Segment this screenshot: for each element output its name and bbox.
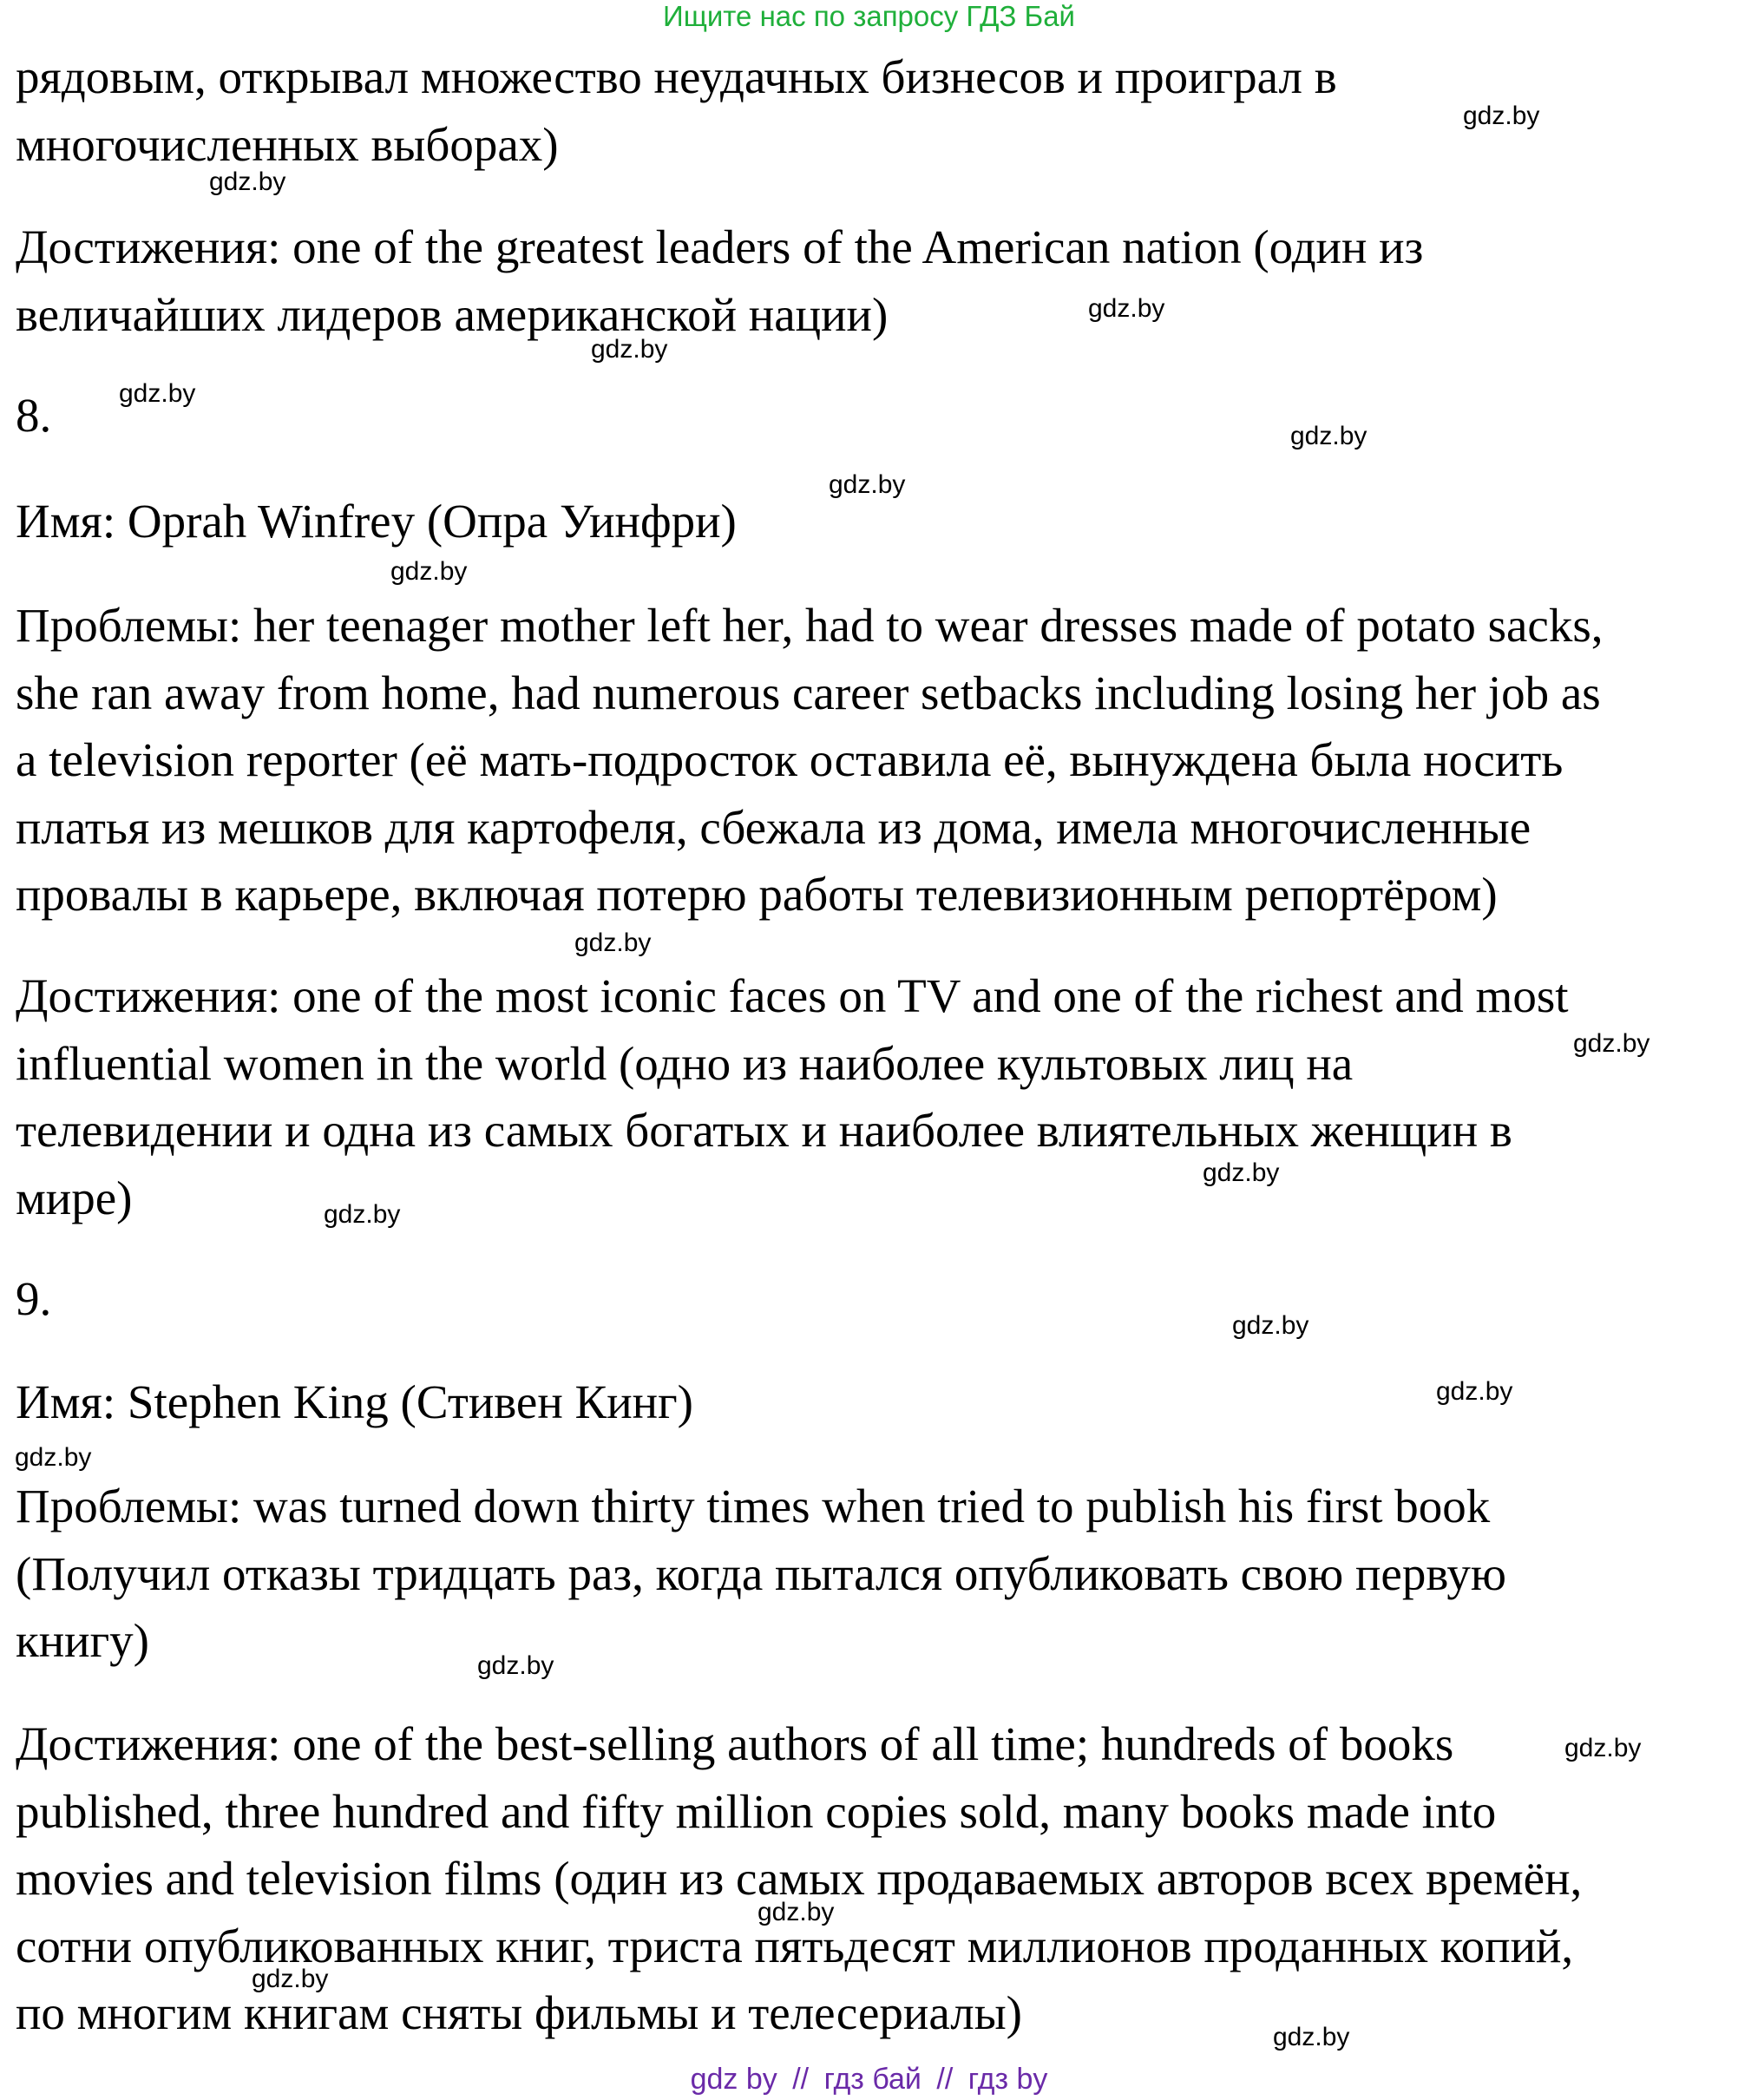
- watermark: gdz.by: [477, 1651, 554, 1680]
- item-8-name: Имя: Oprah Winfrey (Опра Уинфри): [16, 495, 737, 548]
- watermark: gdz.by: [758, 1898, 835, 1926]
- watermark: gdz.by: [15, 1443, 92, 1472]
- item-9-problems: Проблемы: was turned down thirty times when tried to publish his first book (Получил отказы тридцать раз, когда пытался опубликовать свою первую книгу): [16, 1480, 1507, 1667]
- watermark: gdz.by: [1232, 1311, 1309, 1340]
- top-banner: Ищите нас по запросу ГДЗ Бай: [663, 0, 1075, 32]
- item-9-achievements: Достижения: one of the best-selling authors of all time; hundreds of books published, three hundred and fifty million copies sold, many books made into movies and television films (один из самых продаваемых авторов всех времён, сотни опубликованных книг, триста пятьдесят миллионов проданных копий, по многим книгам сняты фильмы и телесериалы): [16, 1717, 1583, 2039]
- item-8-number: 8.: [16, 389, 52, 442]
- watermark: gdz.by: [1273, 2023, 1350, 2051]
- lincoln-problems-continued: рядовым, открывал множество неудачных бизнесов и проиграл в многочисленных выборах): [16, 50, 1337, 171]
- item-8-achievements: Достижения: one of the most iconic faces on TV and one of the richest and most influential women in the world (одно из наиболее культовых лиц на телевидении и одна из самых богатых и наиболее влиятельных женщин в мире): [16, 969, 1569, 1224]
- watermark: gdz.by: [209, 167, 286, 196]
- watermark: gdz.by: [1088, 294, 1165, 323]
- watermark: gdz.by: [1573, 1029, 1650, 1058]
- watermark: gdz.by: [1290, 422, 1367, 450]
- footer-separator: //: [936, 2063, 954, 2096]
- watermark: gdz.by: [252, 1965, 329, 1993]
- watermark: gdz.by: [574, 929, 652, 957]
- footer-separator: //: [792, 2063, 810, 2096]
- footer-link-gdz-by[interactable]: gdz by: [690, 2063, 777, 2096]
- item-9-number: 9.: [16, 1272, 52, 1325]
- watermark: gdz.by: [390, 557, 468, 586]
- watermark: gdz.by: [1463, 102, 1540, 130]
- watermark: gdz.by: [1203, 1158, 1280, 1187]
- item-8-problems: Проблемы: her teenager mother left her, had to wear dresses made of potato sacks, she ran away from home, had numerous career setbacks including losing her job as a television reporter (её мать-подросток оставила её, вынуждена была носить платья из мешков для картофеля, сбежала из дома, имела многочисленные провалы в карьере, включая потерю работы телевизионным репортёром): [16, 599, 1604, 921]
- watermark: gdz.by: [1436, 1377, 1513, 1406]
- watermark: gdz.by: [1564, 1734, 1642, 1762]
- footer-links: [0, 2062, 1738, 2097]
- footer-link-gdz-by-cyr[interactable]: гдз by: [967, 2063, 1048, 2096]
- item-9-name: Имя: Stephen King (Стивен Кинг): [16, 1375, 693, 1428]
- watermark: gdz.by: [591, 335, 668, 364]
- watermark: gdz.by: [119, 379, 196, 408]
- lincoln-achievements: Достижения: one of the greatest leaders of the American nation (один из величайших лидеров американской нации): [16, 220, 1424, 341]
- footer-link-gdz-bai[interactable]: гдз бай: [823, 2063, 921, 2096]
- watermark: gdz.by: [324, 1200, 401, 1229]
- watermark: gdz.by: [829, 470, 906, 499]
